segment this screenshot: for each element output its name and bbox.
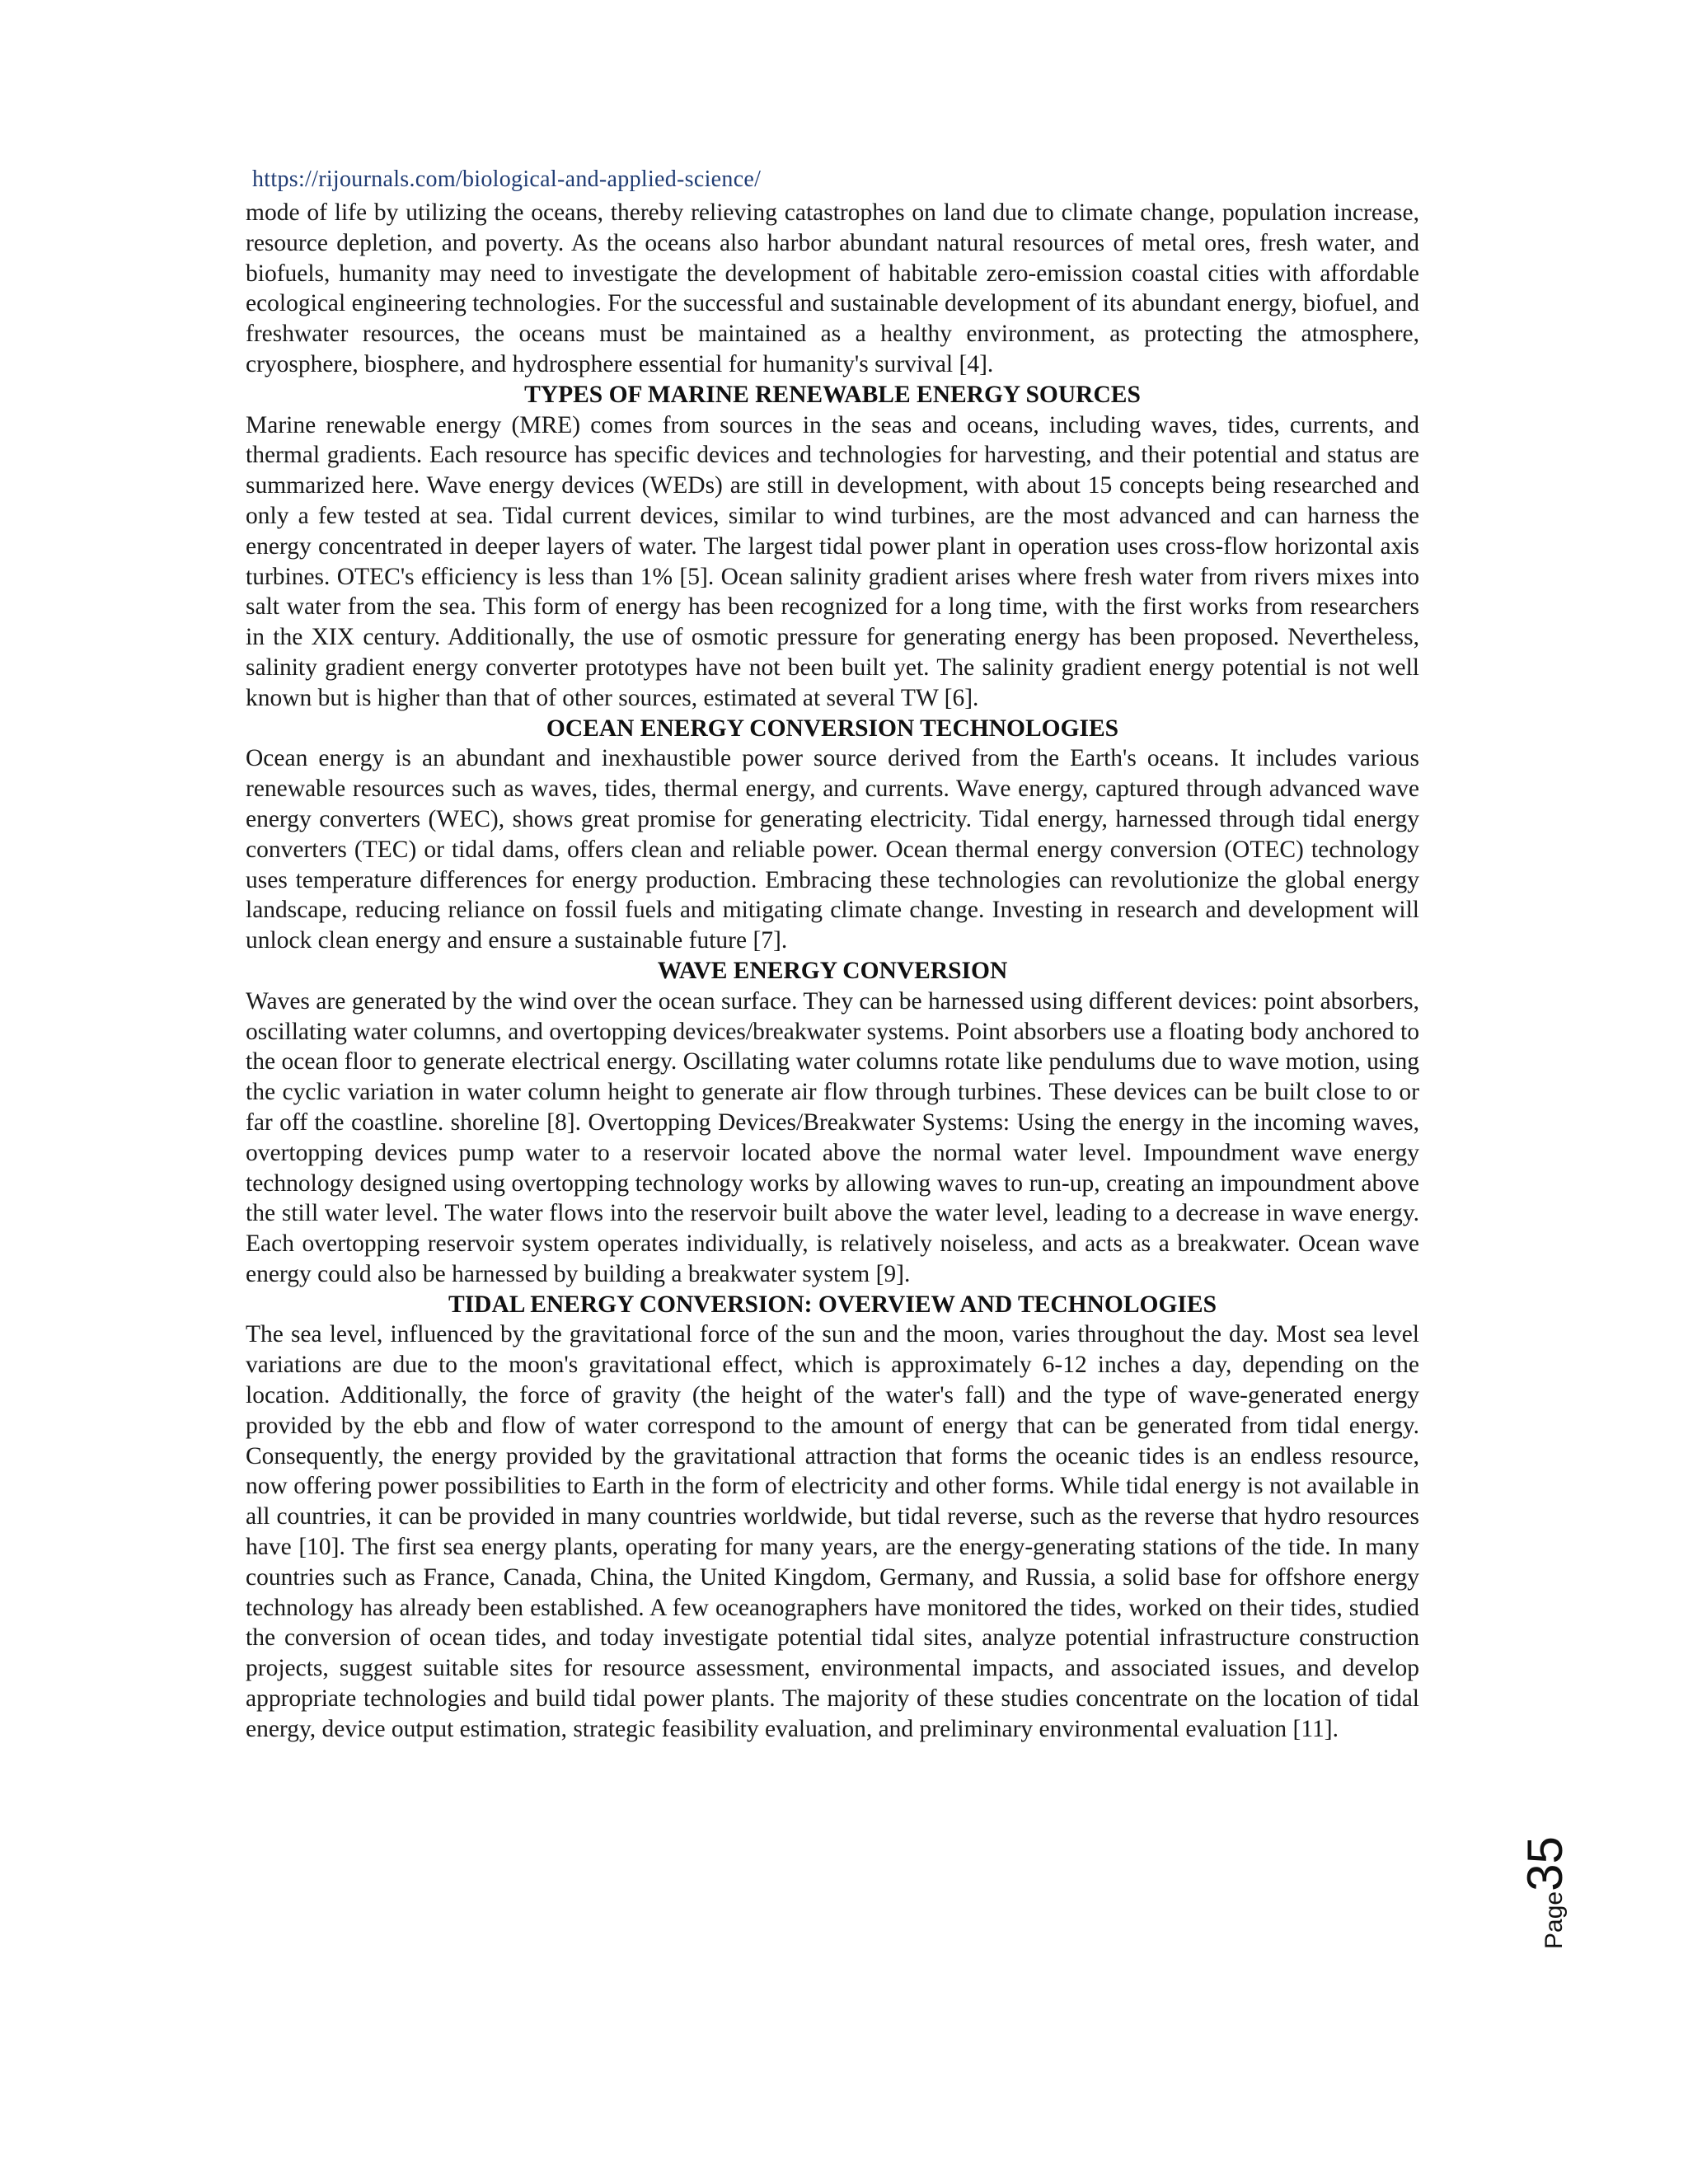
paragraph-wave-energy: Waves are generated by the wind over the ocean surface. They can be harnessed using different devices: point absorbers, oscillating water columns, and overtopping devices/breakwater systems. Point absorbers use a floating body anchored to the ocean floor to generate electrical energy. Oscillating water columns rotate like pendulums due to wave motion, using the cyclic variation in water column height to generate air flow through turbines. These devices can be built close to or far off the coastline. shoreline [8]. Overtopping Devices/Breakwater Systems: Using the energy in the incoming waves, overtopping devices pump water to a reservoir located above the normal water level. Impoundment wave energy technology designed using overtopping technology works by allowing waves to run-up, creating an impoundment above the still water level. The water flows into the reservoir built above the water level, leading to a decrease in wave energy. Each overtopping reservoir system operates individually, is relatively noiseless, and acts as a breakwater. Ocean wave energy could also be harnessed by building a breakwater system [9].	[246, 987, 1419, 1287]
section-heading-tidal-energy: TIDAL ENERGY CONVERSION: OVERVIEW AND TECHNOLOGIES	[448, 1291, 1217, 1318]
article-body	[246, 198, 1419, 1745]
section-heading-ocean-energy-conversion: OCEAN ENERGY CONVERSION TECHNOLOGIES	[546, 715, 1119, 742]
section-heading-types-of-mre: TYPES OF MARINE RENEWABLE ENERGY SOURCES	[524, 381, 1141, 408]
journal-url-link[interactable]: https://rijournals.com/biological-and-applied-science/	[252, 166, 762, 192]
paragraph-types-of-mre: Marine renewable energy (MRE) comes from sources in the seas and oceans, including waves, tides, currents, and thermal gradients. Each resource has specific devices and technologies for harvesting, and their potential and status are summarized here. Wave energy devices (WEDs) are still in development, with about 15 concepts being researched and only a few tested at sea. Tidal current devices, similar to wind turbines, are the most advanced and can harness the energy concentrated in deeper layers of water. The largest tidal power plant in operation uses cross-flow horizontal axis turbines. OTEC's efficiency is less than 1% [5]. Ocean salinity gradient arises where fresh water from rivers mixes into salt water from the sea. This form of energy has been recognized for a long time, with the first works from researchers in the XIX century. Additionally, the use of osmotic pressure for generating energy has been proposed. Nevertheless, salinity gradient energy converter prototypes have not been built yet. The salinity gradient energy potential is not well known but is higher than that of other sources, estimated at several TW [6].	[246, 411, 1419, 711]
section-heading-wave-energy: WAVE ENERGY CONVERSION	[657, 957, 1008, 984]
paragraph-intro-continued: mode of life by utilizing the oceans, thereby relieving catastrophes on land due to climate change, population increase, resource depletion, and poverty. As the oceans also harbor abundant natural resources of metal ores, fresh water, and biofuels, humanity may need to investigate the development of habitable zero-emission coastal cities with affordable ecological engineering technologies. For the successful and sustainable development of its abundant energy, biofuel, and freshwater resources, the oceans must be maintained as a healthy environment, as protecting the atmosphere, cryosphere, biosphere, and hydrosphere essential for humanity's survival [4].	[246, 199, 1419, 377]
paragraph-tidal-energy: The sea level, influenced by the gravitational force of the sun and the moon, varies throughout the day. Most sea level variations are due to the moon's gravitational effect, which is approximately 6-12 inches a day, depending on the location. Additionally, the force of gravity (the height of the water's fall) and the type of wave-generated energy provided by the ebb and flow of water correspond to the amount of energy that can be generated from tidal energy. Consequently, the energy provided by the gravitational attraction that forms the oceanic tides is an endless resource, now offering power possibilities to Earth in the form of electricity and other forms. While tidal energy is not available in all countries, it can be provided in many countries worldwide, but tidal reverse, such as the reverse that hydro resources have [10]. The first sea energy plants, operating for many years, are the energy-generating stations of the tide. In many countries such as France, Canada, China, the United Kingdom, Germany, and Russia, a solid base for offshore energy technology has already been established. A few oceanographers have monitored the tides, worked on their tides, studied the conversion of ocean tides, and today investigate potential tidal sites, analyze potential infrastructure construction projects, suggest suitable sites for resource assessment, environmental impacts, and associated issues, and develop appropriate technologies and build tidal power plants. The majority of these studies concentrate on the location of tidal energy, device output estimation, strategic feasibility evaluation, and preliminary environmental evaluation [11].	[246, 1321, 1419, 1742]
page-word-label: Page	[1540, 1891, 1568, 1949]
page-number: 35	[1517, 1836, 1573, 1891]
paragraph-ocean-energy-conversion: Ocean energy is an abundant and inexhaustible power source derived from the Earth's oceans. It includes various renewable resources such as waves, tides, thermal energy, and currents. Wave energy, captured through advanced wave energy converters (WEC), shows great promise for generating electricity. Tidal energy, harnessed through tidal energy converters (TEC) or tidal dams, offers clean and reliable power. Ocean thermal energy conversion (OTEC) technology uses temperature differences for energy production. Embracing these technologies can revolutionize the global energy landscape, reducing reliance on fossil fuels and mitigating climate change. Investing in research and development will unlock clean energy and ensure a sustainable future [7].	[246, 745, 1419, 954]
page-number-marker	[1517, 1834, 1574, 1949]
